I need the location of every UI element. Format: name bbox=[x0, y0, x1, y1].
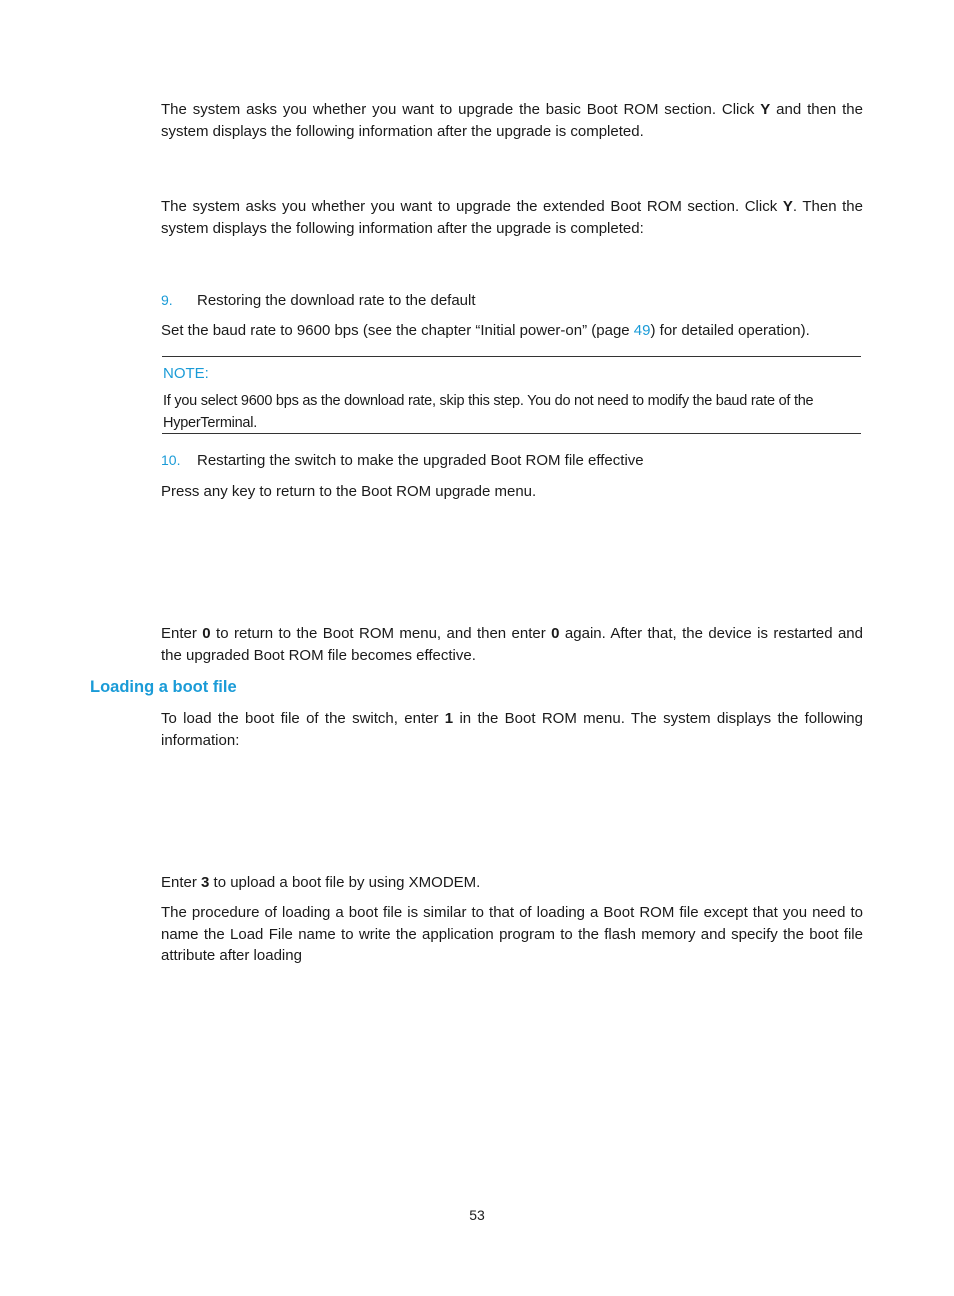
text: to upload a boot file by using XMODEM. bbox=[209, 874, 481, 891]
paragraph-procedure: The procedure of loading a boot file is similar to that of loading a Boot ROM file except that you need to name the Load File name to write the application program to the flash memory and specify the boot file attribute after loading bbox=[161, 904, 863, 964]
paragraph-enter-3 bbox=[161, 872, 863, 894]
step-number: 10. bbox=[161, 452, 181, 468]
text: Set the baud rate to 9600 bps (see the chapter “Initial power-on” (page bbox=[161, 322, 634, 339]
page-number: 53 bbox=[469, 1207, 485, 1223]
text: To load the boot file of the switch, enter bbox=[161, 710, 445, 727]
page-link[interactable]: 49 bbox=[633, 322, 651, 339]
text: to return to the Boot ROM menu, and then enter bbox=[210, 625, 552, 642]
paragraph-upgrade-basic bbox=[161, 99, 863, 142]
bold-key: Y bbox=[760, 101, 771, 118]
note-bottom-rule bbox=[162, 433, 861, 434]
text: again. After that, the device is restarted and the upgraded Boot ROM file becomes effective. bbox=[161, 625, 863, 664]
step-title: Restarting the switch to make the upgraded Boot ROM file effective bbox=[197, 452, 644, 469]
paragraph-enter-0 bbox=[161, 623, 863, 666]
note-top-rule bbox=[162, 356, 861, 357]
step-9 bbox=[161, 290, 476, 311]
text: ) for detailed operation). bbox=[650, 322, 810, 339]
paragraph-baud-rate bbox=[161, 320, 863, 342]
bold-key: 1 bbox=[444, 710, 454, 727]
bold-key: Y bbox=[782, 198, 793, 215]
bold-key: 0 bbox=[551, 625, 560, 642]
paragraph-load-boot-file bbox=[161, 708, 863, 751]
text: The system asks you whether you want to upgrade the extended Boot ROM section. Click bbox=[161, 198, 783, 215]
step-number: 9. bbox=[161, 292, 173, 308]
note-label: NOTE: bbox=[163, 365, 209, 382]
text: and then the system displays the following information after the upgrade is completed. bbox=[161, 101, 863, 140]
bold-key: 3 bbox=[201, 874, 210, 891]
section-heading: Loading a boot file bbox=[90, 678, 237, 696]
paragraph-press-any-key: Press any key to return to the Boot ROM upgrade menu. bbox=[161, 483, 537, 500]
step-10 bbox=[161, 450, 644, 471]
text: Enter bbox=[161, 874, 202, 891]
paragraph-upgrade-extended bbox=[161, 196, 863, 239]
note-text: If you select 9600 bps as the download rate, skip this step. You do not need to modify the baud rate of the HyperTerminal. bbox=[163, 393, 814, 431]
step-title: Restoring the download rate to the default bbox=[197, 292, 476, 309]
text: . Then the system displays the following information after the upgrade is completed: bbox=[161, 198, 863, 237]
text: Enter bbox=[161, 625, 203, 642]
text: The system asks you whether you want to upgrade the basic Boot ROM section. Click bbox=[161, 101, 761, 118]
text: in the Boot ROM menu. The system displays the following information: bbox=[161, 710, 863, 749]
bold-key: 0 bbox=[202, 625, 211, 642]
